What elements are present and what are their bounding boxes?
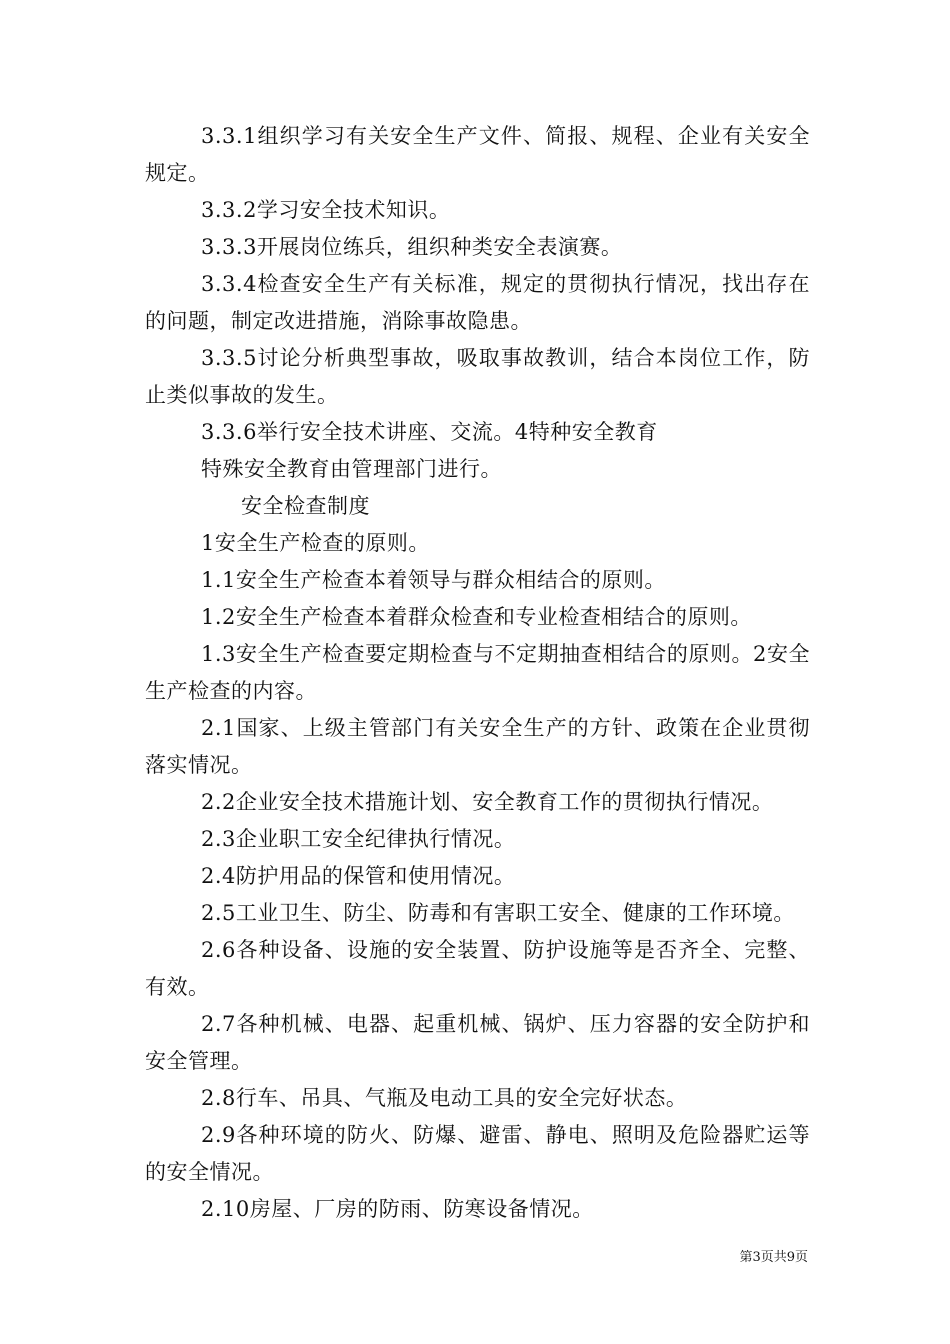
paragraph: 3.3.3开展岗位练兵，组织种类安全表演赛。 [201, 235, 623, 259]
paragraph: 2.3企业职工安全纪律执行情况。 [201, 827, 516, 851]
paragraph: 2.10房屋、厂房的防雨、防寒设备情况。 [201, 1197, 594, 1221]
paragraph: 2.1国家、上级主管部门有关安全生产的方针、政策在企业贯彻落实情况。 [145, 716, 810, 777]
paragraph: 2.9各种环境的防火、防爆、避雷、静电、照明及危险器贮运等的安全情况。 [145, 1123, 810, 1184]
paragraph: 2.2企业安全技术措施计划、安全教育工作的贯彻执行情况。 [201, 790, 774, 814]
paragraph: 特殊安全教育由管理部门进行。 [201, 457, 502, 481]
paragraph: 3.3.2学习安全技术知识。 [201, 198, 451, 222]
paragraph: 3.3.4检查安全生产有关标准，规定的贯彻执行情况，找出存在的问题，制定改进措施，消除事故隐患。 [145, 272, 810, 333]
paragraph: 1.1安全生产检查本着领导与群众相结合的原则。 [201, 568, 666, 592]
paragraph: 1.3安全生产检查要定期检查与不定期抽查相结合的原则。2安全生产检查的内容。 [145, 642, 810, 703]
paragraph: 2.4防护用品的保管和使用情况。 [201, 864, 516, 888]
paragraph: 2.8行车、吊具、气瓶及电动工具的安全完好状态。 [201, 1086, 688, 1110]
paragraph: 3.3.1组织学习有关安全生产文件、简报、规程、企业有关安全规定。 [145, 124, 810, 185]
paragraph: 1.2安全生产检查本着群众检查和专业检查相结合的原则。 [201, 605, 752, 629]
document-body [145, 118, 810, 1228]
paragraph: 3.3.5讨论分析典型事故，吸取事故教训，结合本岗位工作，防止类似事故的发生。 [145, 346, 810, 407]
paragraph: 3.3.6举行安全技术讲座、交流。4特种安全教育 [201, 420, 658, 444]
page-number-footer: 第3页共9页 [739, 1250, 808, 1265]
paragraph: 2.5工业卫生、防尘、防毒和有害职工安全、健康的工作环境。 [201, 901, 795, 925]
paragraph: 1安全生产检查的原则。 [201, 531, 430, 555]
section-heading: 安全检查制度 [241, 494, 370, 518]
paragraph: 2.6各种设备、设施的安全装置、防护设施等是否齐全、完整、有效。 [145, 938, 810, 999]
paragraph: 2.7各种机械、电器、起重机械、锅炉、压力容器的安全防护和安全管理。 [145, 1012, 810, 1073]
